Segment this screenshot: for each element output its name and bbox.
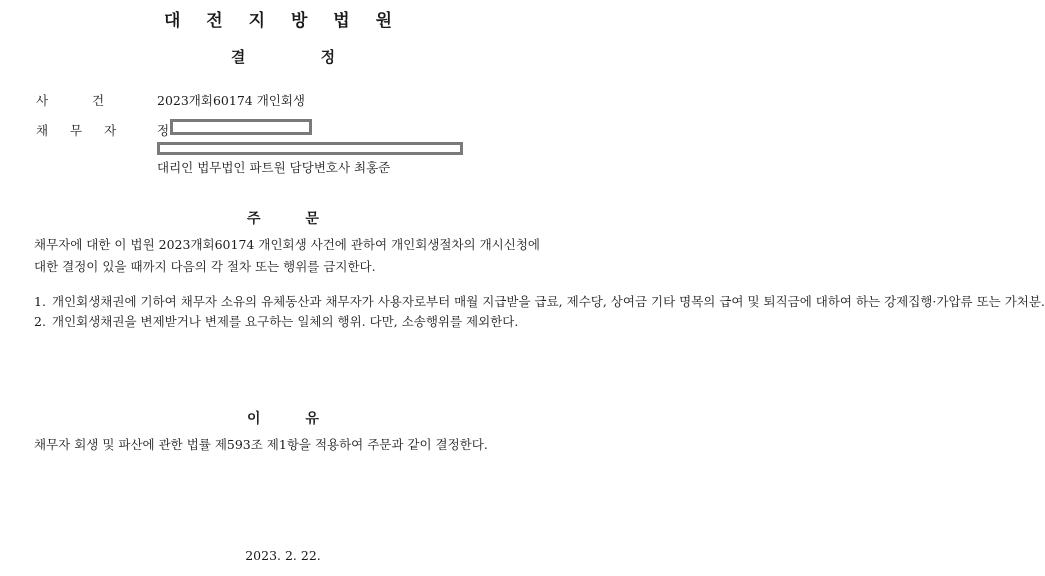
order-item-2 bbox=[34, 312, 540, 332]
document-type: 결 정 bbox=[230, 48, 336, 66]
decision-date: 2023. 2. 22. bbox=[245, 548, 321, 563]
order-item-text: 개인회생채권을 변제받거나 변제를 요구하는 일체의 행위. 다만, 소송행위를 제외한다. bbox=[52, 314, 519, 329]
reason-heading: 이 유 bbox=[247, 411, 319, 427]
order-item-number: 2. bbox=[34, 314, 46, 329]
order-item-1 bbox=[34, 292, 1045, 312]
order-intro: 채무자에 대한 이 법원 2023개회60174 개인회생 사건에 관하여 개인회생절차의 개시신청에 대한 결정이 있을 때까지 다음의 각 절차 또는 행위를 금지한다. bbox=[34, 237, 540, 274]
debtor-representative: 대리인 법무법인 파트원 담당변호사 최홍준 bbox=[157, 160, 391, 175]
case-label: 사 건 bbox=[36, 93, 105, 108]
court-name: 대 전 지 방 법 원 bbox=[163, 11, 403, 31]
order-heading: 주 문 bbox=[247, 211, 319, 227]
reason-text: 채무자 회생 및 파산에 관한 법률 제593조 제1항을 적용하여 주문과 같이 결정한다. bbox=[34, 437, 488, 452]
debtor-label: 채 무 자 bbox=[36, 123, 117, 138]
redacted-debtor-name bbox=[170, 119, 312, 135]
redacted-debtor-address bbox=[157, 142, 463, 155]
debtor-name-prefix: 정 bbox=[157, 123, 170, 138]
order-item-number: 1. bbox=[34, 294, 46, 309]
order-items bbox=[34, 292, 1045, 332]
case-number: 2023개회60174 개인회생 bbox=[157, 93, 305, 108]
order-item-text: 개인회생채권에 기하여 채무자 소유의 유체동산과 채무자가 사용자로부터 매월 지급받을 급료, 제수당, 상여금 기타 명목의 급여 및 퇴직금에 대하여 하는 강제집행·가압류 또는 가처분. bbox=[52, 294, 1045, 309]
